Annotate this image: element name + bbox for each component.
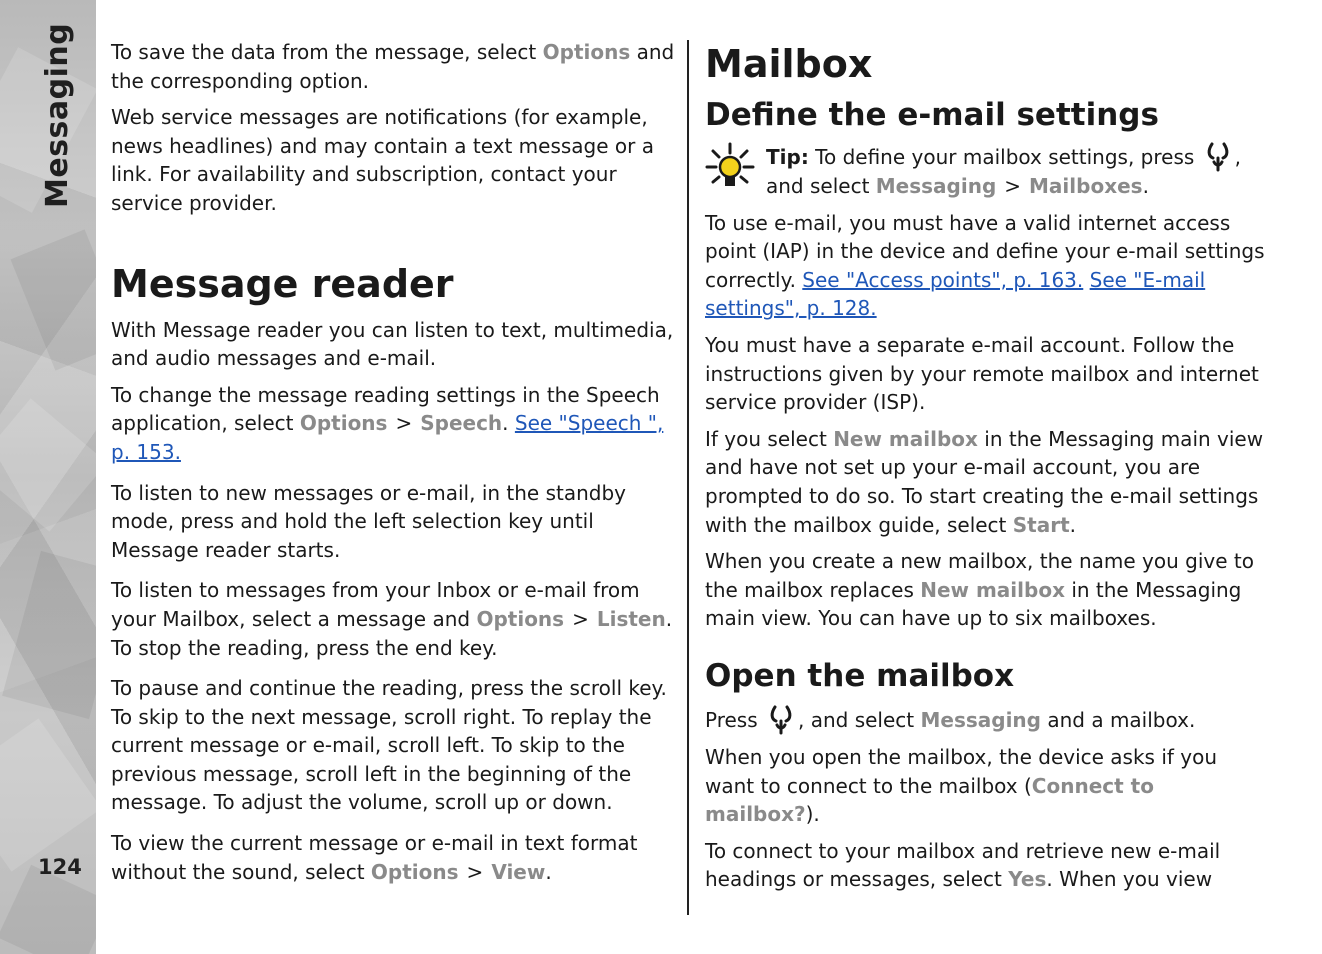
paragraph: To save the data from the message, select Options and the corresponding option. — [111, 40, 675, 93]
link-email-settings[interactable]: See "E-mail settings", p. 128. — [705, 267, 1206, 321]
paragraph: You must have a separate e-mail account. Follow the instructions given by your remote mailbox and internet service provider (ISP). — [705, 332, 1259, 415]
menu-key-icon — [768, 703, 794, 735]
keyword-options: Options — [542, 40, 631, 64]
paragraph: When you open the mailbox, the device asks if you want to connect to the mailbox (Connect to mailbox?). — [705, 744, 1218, 827]
page-number: 124 — [38, 855, 82, 879]
section-label: Messaging — [40, 22, 75, 208]
subheading-open-mailbox: Open the mailbox — [705, 657, 1015, 694]
column-divider — [687, 40, 689, 915]
right-column — [705, 40, 1271, 902]
paragraph: Press , and select Messaging and a mailbox. — [705, 703, 1271, 735]
sidebar-band — [0, 0, 96, 954]
paragraph: To listen to new messages or e-mail, in the standby mode, press and hold the left selection key until Message reader starts. — [111, 480, 627, 562]
paragraph: Web service messages are notifications (for example, news headlines) and may contain a text message or a link. For availability and subscription, contact your service provider. — [111, 105, 654, 215]
heading-mailbox: Mailbox — [705, 42, 873, 86]
link-access-points[interactable]: See "Access points", p. 163. — [802, 267, 1084, 292]
paragraph: To listen to messages from your Inbox or e-mail from your Mailbox, select a message and Options > Listen. To stop the reading, press the end key. — [111, 578, 673, 660]
tip-box — [705, 140, 1271, 201]
lightbulb-icon — [705, 140, 755, 196]
heading-message-reader: Message reader — [111, 261, 454, 306]
subheading-define-settings: Define the e-mail settings — [705, 97, 1159, 133]
paragraph: To use e-mail, you must have a valid internet access point (IAP) in the device and define your e-mail settings correctly. See "Access points", p. 163. See "E-mail settings", p. 128. — [705, 210, 1265, 321]
left-column — [111, 38, 676, 894]
paragraph: When you create a new mailbox, the name you give to the mailbox replaces New mailbox in the Messaging main view. You can have up to six mailboxes. — [705, 549, 1254, 631]
paragraph: To pause and continue the reading, press the scroll key. To skip to the next message, scroll right. To replay the current message or e-mail, scroll left. To skip to the previous message, scroll left in the beginning of the message. To adjust the volume, scroll up or down. — [111, 676, 667, 815]
tip-text: Tip: To define your mailbox settings, press , and select Messaging > Mailboxes. — [766, 140, 1271, 201]
paragraph: With Message reader you can listen to text, multimedia, and audio messages and e-mail. — [111, 317, 674, 371]
link-speech[interactable]: See "Speech ", p. 153. — [111, 411, 664, 464]
paragraph: To view the current message or e-mail in text format without the sound, select Options > View. — [111, 831, 638, 884]
paragraph: To connect to your mailbox and retrieve new e-mail headings or messages, select Yes. When you view — [705, 838, 1221, 892]
menu-key-icon — [1205, 140, 1231, 172]
paragraph: To change the message reading settings in the Speech application, select Options > Speech. See "Speech ", p. 153. — [111, 382, 664, 464]
paragraph: If you select New mailbox in the Messaging main view and have not set up your e-mail account, you are prompted to do so. To start creating the e-mail settings with the mailbox guide, select Start. — [705, 426, 1264, 537]
